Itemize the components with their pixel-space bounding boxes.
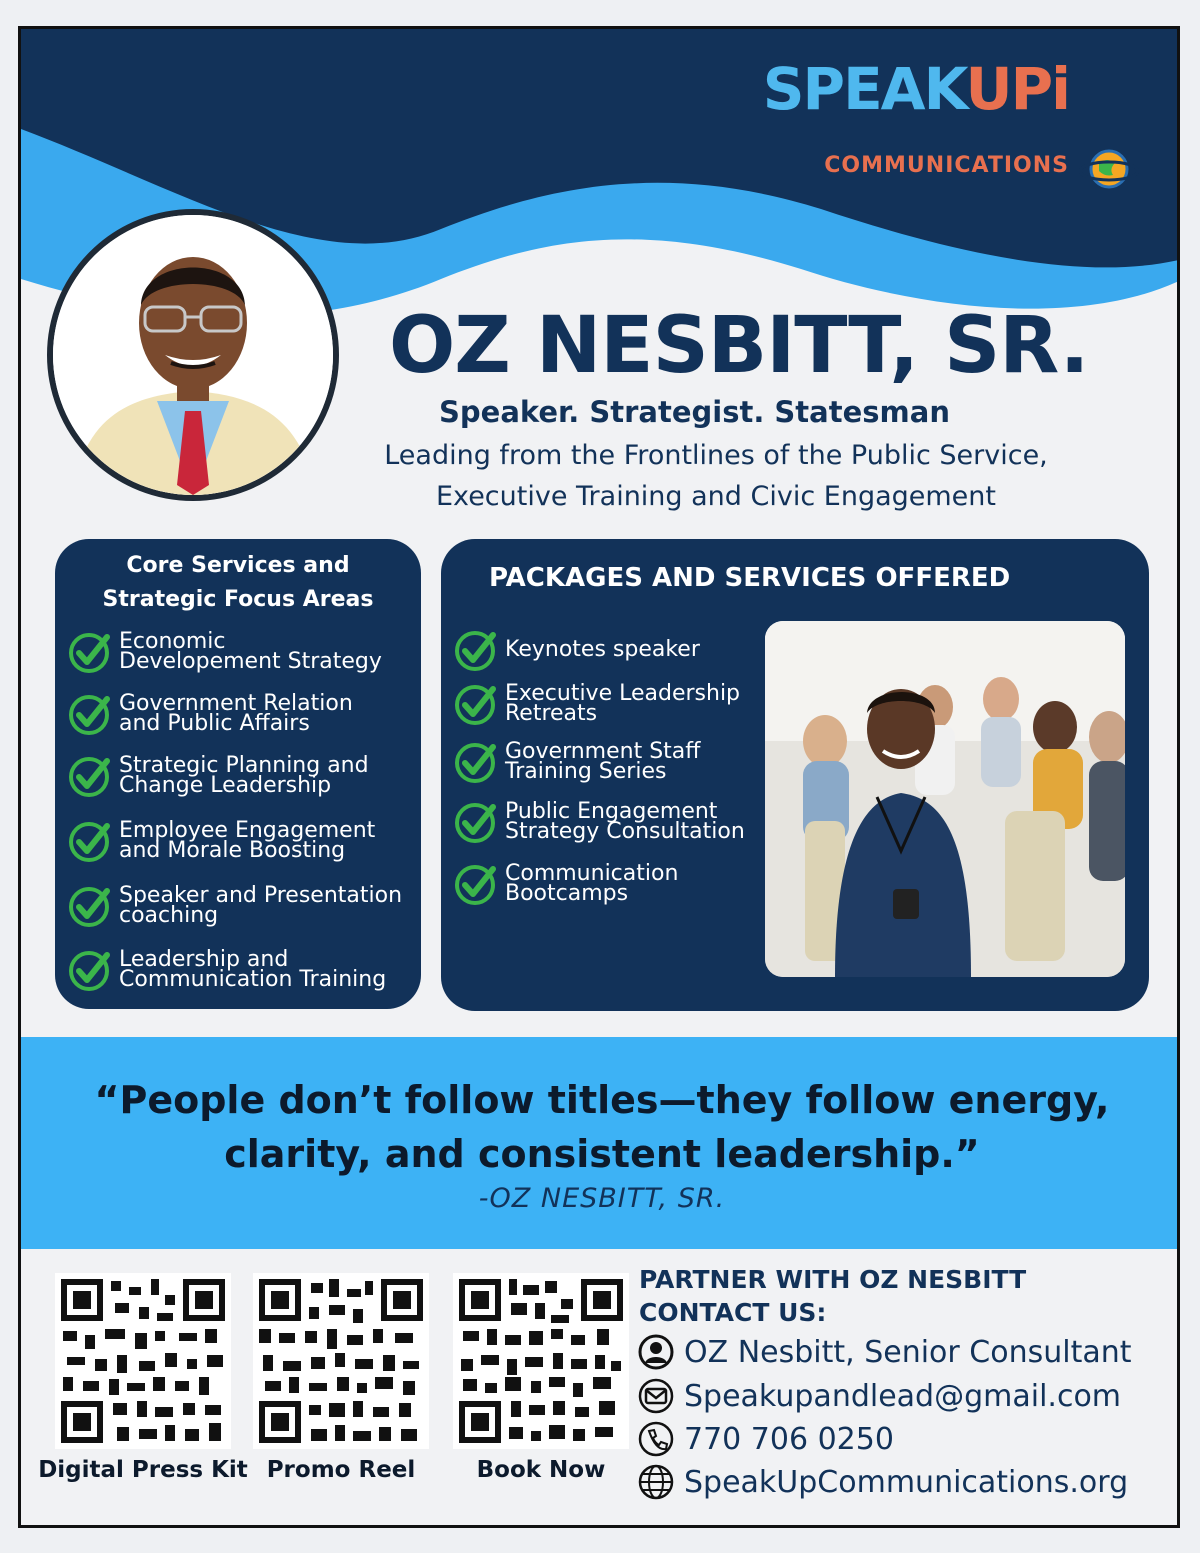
qr-code-icon xyxy=(453,1273,629,1449)
contact-email[interactable]: Speakupandlead@gmail.com xyxy=(637,1377,1121,1415)
globe-logo-icon xyxy=(1079,143,1139,193)
core-service-item: Economic Developement Strategy xyxy=(67,629,382,675)
check-icon xyxy=(453,681,499,727)
core-service-item: Leadership and Communication Training xyxy=(67,947,386,993)
check-icon xyxy=(453,799,499,845)
core-services-panel xyxy=(55,539,421,1009)
contact-phone[interactable]: 770 706 0250 xyxy=(637,1420,894,1458)
audience-photo xyxy=(765,621,1125,977)
qr-label-press-kit: Digital Press Kit xyxy=(38,1457,248,1483)
quote-band xyxy=(21,1037,1180,1249)
speaker-description xyxy=(351,435,1081,517)
package-item: Communication Bootcamps xyxy=(453,861,678,907)
globe-icon xyxy=(637,1463,675,1501)
check-icon xyxy=(453,739,499,785)
core-service-item: Employee Engagement and Morale Boosting xyxy=(67,818,375,864)
phone-icon xyxy=(637,1420,675,1458)
package-item: Public Engagement Strategy Consultation xyxy=(453,799,745,845)
speakup-logo xyxy=(762,55,1147,205)
packages-title: PACKAGES AND SERVICES OFFERED xyxy=(489,563,1011,593)
qr-code-icon xyxy=(55,1273,231,1449)
check-icon xyxy=(67,947,113,993)
core-service-item: Government Relation and Public Affairs xyxy=(67,691,353,737)
mail-icon xyxy=(637,1377,675,1415)
core-services-title: Core Services and Strategic Focus Areas xyxy=(102,553,374,612)
qr-label-promo-reel: Promo Reel xyxy=(266,1457,416,1483)
logo-wordmark: SPEAKUPi xyxy=(762,55,1069,123)
quote-text: “People don’t follow titles—they follow energy, clarity, and consistent leadership.” xyxy=(94,1078,1110,1176)
description-line: Leading from the Frontlines of the Public Service, xyxy=(384,440,1048,471)
quote-author: -OZ NESBITT, SR. xyxy=(478,1183,726,1214)
package-item: Government Staff Training Series xyxy=(453,739,700,785)
packages-panel xyxy=(441,539,1149,1011)
contact-person: OZ Nesbitt, Senior Consultant xyxy=(637,1333,1132,1371)
package-item: Executive Leadership Retreats xyxy=(453,681,740,727)
portrait-photo xyxy=(47,209,339,501)
qr-label-book-now: Book Now xyxy=(476,1457,606,1483)
package-item: Keynotes speaker xyxy=(453,627,700,673)
check-icon xyxy=(67,883,113,929)
check-icon xyxy=(453,627,499,673)
check-icon xyxy=(67,629,113,675)
check-icon xyxy=(67,753,113,799)
check-icon xyxy=(67,691,113,737)
contact-website[interactable]: SpeakUpCommunications.org xyxy=(637,1463,1128,1501)
core-service-item: Strategic Planning and Change Leadership xyxy=(67,753,369,799)
audience-illustration xyxy=(765,621,1125,977)
check-icon xyxy=(453,861,499,907)
qr-code-press-kit[interactable] xyxy=(55,1273,231,1449)
portrait-illustration xyxy=(53,215,333,495)
qr-code-promo-reel[interactable] xyxy=(253,1273,429,1449)
check-icon xyxy=(67,818,113,864)
speaker-tagline: Speaker. Strategist. Statesman xyxy=(439,395,950,429)
qr-code-icon xyxy=(253,1273,429,1449)
description-line: Executive Training and Civic Engagement xyxy=(435,481,996,512)
logo-tagline: COMMUNICATIONS xyxy=(824,153,1069,178)
qr-code-book-now[interactable] xyxy=(453,1273,629,1449)
person-icon xyxy=(637,1333,675,1371)
core-service-item: Speaker and Presentation coaching xyxy=(67,883,402,929)
contact-heading: PARTNER WITH OZ NESBITT CONTACT US: xyxy=(639,1265,1027,1327)
speaker-name: OZ NESBITT, SR. xyxy=(389,301,1089,391)
flyer xyxy=(18,26,1180,1528)
